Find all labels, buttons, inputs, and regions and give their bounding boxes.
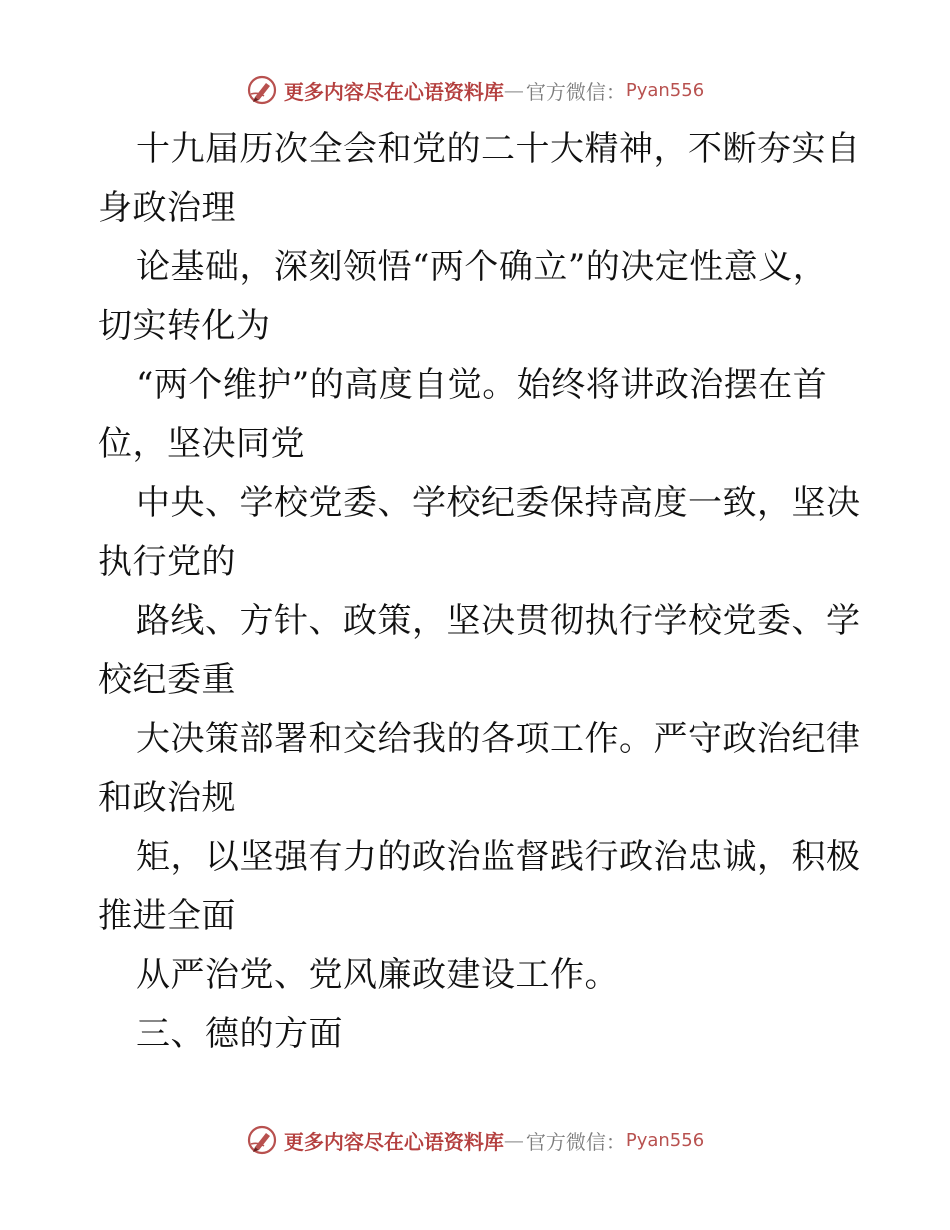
section-heading: 三、德的方面 [136,1014,343,1054]
watermark-dash: — [503,78,524,102]
body-line: 论基础，深刻领悟“两个确立”的决定性意义， [136,247,828,287]
document-body [98,120,861,1064]
body-line: 十九届历次全会和党的二十大精神，不断夯实自 [136,129,861,169]
watermark-dash: — [503,1128,524,1152]
watermark-wechat-label: 官方微信： [525,1129,626,1154]
body-line: 中央、学校党委、学校纪委保持高度一致，坚决 [136,483,861,523]
body-line: 位，坚决同党 [98,424,305,464]
pen-logo-icon [246,74,278,106]
body-line: 执行党的 [98,542,236,582]
watermark-site-text: 更多内容尽在心语资料库 [283,79,504,104]
body-line: 推进全面 [98,896,236,936]
header-watermark [0,72,950,108]
body-line: 和政治规 [98,778,236,818]
body-line: “两个维护”的高度自觉。始终将讲政治摆在首 [136,365,828,405]
pen-logo-icon [246,1124,278,1156]
body-line: 矩，以坚强有力的政治监督践行政治忠诚，积极 [136,837,861,877]
footer-watermark [0,1122,950,1158]
watermark-site-text: 更多内容尽在心语资料库 [283,1129,504,1154]
watermark-wechat-label: 官方微信： [525,79,626,104]
body-line: 校纪委重 [98,660,236,700]
watermark-wechat-id: Pyan556 [625,79,705,101]
watermark-wechat-id: Pyan556 [625,1129,705,1151]
body-line: 身政治理 [98,188,236,228]
body-line: 从严治党、党风廉政建设工作。 [136,955,619,995]
body-line: 切实转化为 [98,306,271,346]
body-line: 路线、方针、政策，坚决贯彻执行学校党委、学 [136,601,861,641]
body-line: 大决策部署和交给我的各项工作。严守政治纪律 [136,719,861,759]
